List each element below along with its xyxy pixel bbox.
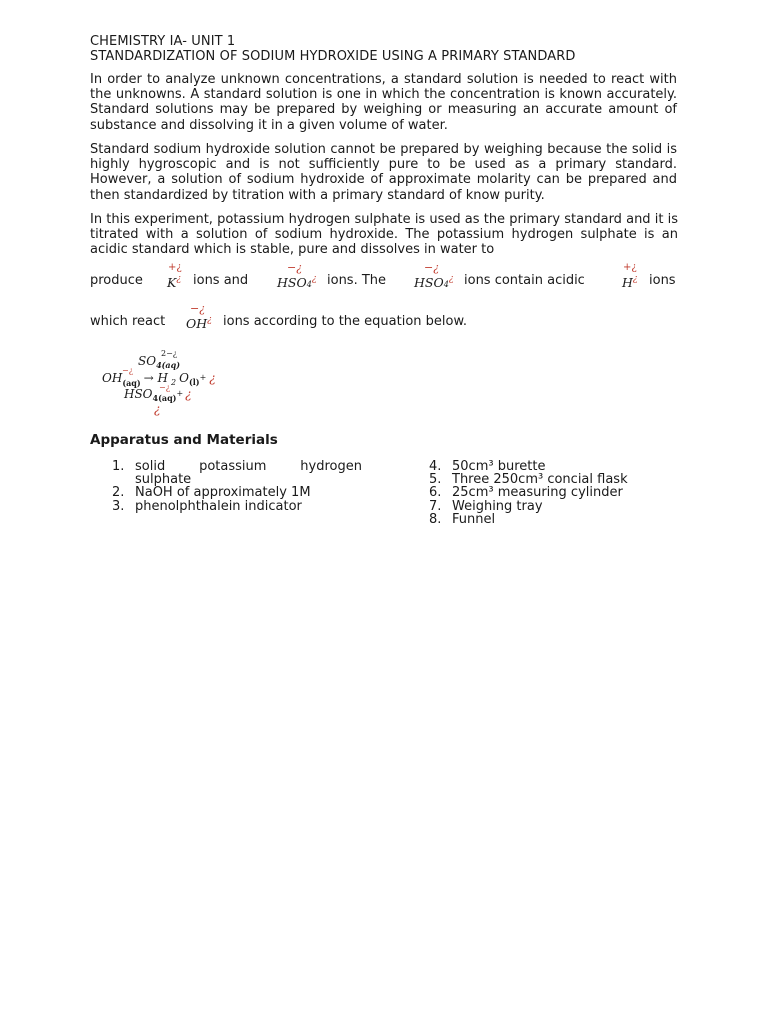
document-header [90,34,575,64]
hydrogen-ion: H¿ [622,274,638,290]
course-title: CHEMISTRY IA- UNIT 1 [90,34,236,49]
hydroxide-charge: −¿ [190,302,206,315]
broken-glyph: ¿ [154,402,161,416]
list-item: 7. Weighing tray [429,498,543,514]
ions-the-text: ions. The [327,273,387,288]
equation-intro-text: ions according to the equation below. [223,314,468,329]
hso4-charge-1: −¿ [287,261,303,274]
experiment-title: STANDARDIZATION OF SODIUM HYDROXIDE USING A PRIMARY STANDARD [90,49,576,64]
equation-main-line: $OH_{(aq)} \to H$ $_2$ $O_{(l)}+$ ¿ [102,371,216,388]
hydroxide-ion: OH¿ [186,315,212,331]
hso4-ion-2: HSO4¿ [414,274,454,290]
list-item: 1. solid potassium hydrogen sulphate [112,459,362,488]
hso4-ion-1: HSO4¿ [277,274,317,290]
sulphate-term: $SO_{4(aq)}$ [138,354,180,370]
ions-end-text: ions [649,273,676,288]
list-item: 8. Funnel [429,511,496,527]
potassium-charge: +¿ [168,262,182,273]
bisulphate-charge: −¿ [159,383,170,392]
potassium-ion: K¿ [167,274,182,290]
apparatus-heading: Apparatus and Materials [90,432,278,448]
list-item: 3. phenolphthalein indicator [112,498,302,514]
apparatus-list-left [90,460,362,513]
list-item: 4. 50cm³ burette [429,459,546,474]
naoh-paragraph: Standard sodium hydroxide solution cannot be prepared by weighing because the solid is highly hygroscopic and is not sufficiently pure to be used as a primary standard. However, a solution of sodium hydroxide of approximate molarity can be prepared and then standardized by titration with a primary standard of know purity. [90,142,677,203]
list-item: 5. Three 250cm³ concial flask [429,472,628,488]
intro-paragraph: In order to analyze unknown concentrations, a standard solution is needed to react with the unknowns. A standard solution is one in which the concentration is known accurately. Standard solutions may be prepared by weighing or measuring an accurate amount of substance and dissolving it in a given volume of water. [90,72,677,133]
ions-contain-text: ions contain acidic [464,273,585,288]
sulphate-charge: 2−¿ [161,349,178,358]
produce-text: produce [90,273,143,288]
experiment-paragraph: In this experiment, potassium hydrogen sulphate is used as the primary standard and it is titrated with a solution of sodium hydroxide. The potassium hydrogen sulphate is an acidic standard which is stable, pure and dissolves in water to [90,212,678,258]
which-react-text: which react [90,314,166,329]
ions-and-text: ions and [193,273,249,288]
apparatus-list-right [407,460,667,526]
list-item: 6. 25cm³ measuring cylinder [429,485,623,501]
hydroxide-eq-charge: −¿ [122,366,133,375]
bisulphate-term: $HSO_{4(aq)}+$ ¿ [124,387,192,403]
hydrogen-charge: +¿ [623,262,637,273]
list-item: 2. NaOH of approximately 1M [112,485,311,501]
hso4-charge-2: −¿ [424,261,440,274]
